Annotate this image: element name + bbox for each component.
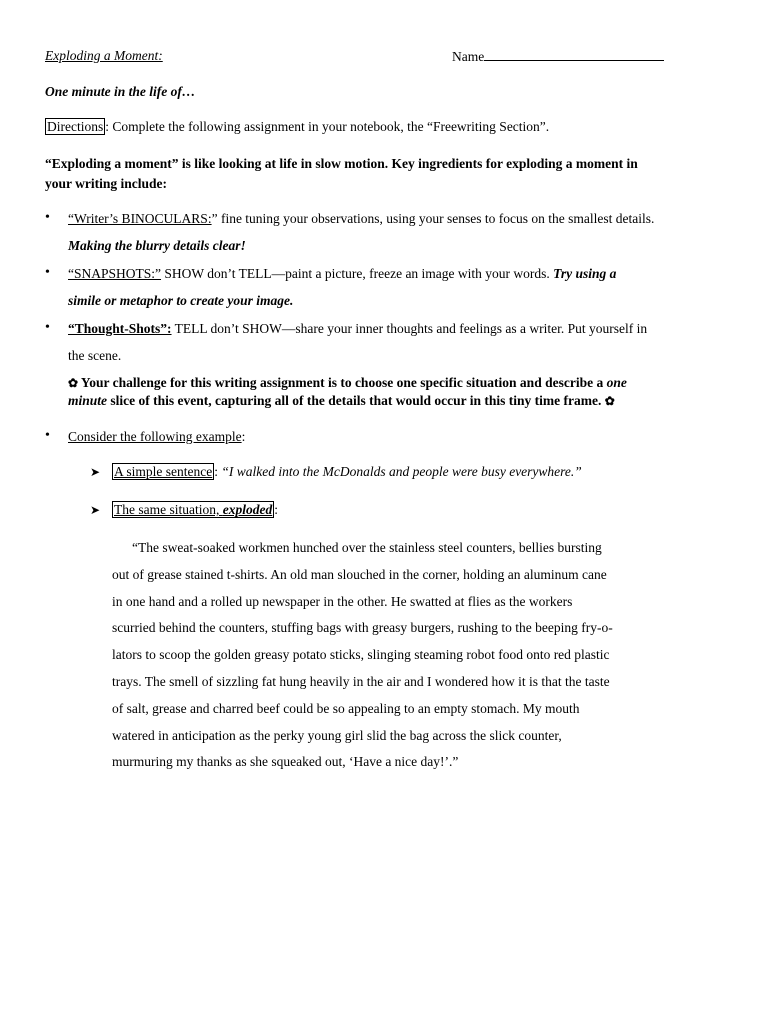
paragraph-line: trays. The smell of sizzling fat hung heavily in the air and I wondered how it is that the taste — [112, 673, 610, 689]
paragraph-line: watered in anticipation as the perky young girl slid the bag across the slick counter, — [112, 727, 562, 743]
subtitle: One minute in the life of… — [45, 84, 196, 99]
bullet-thought-shots — [68, 321, 647, 337]
same-situation-text: The same situation, — [114, 502, 223, 517]
bullet-dot: • — [45, 320, 50, 335]
snapshots-text: SHOW don’t TELL—paint a picture, freeze an image with your words. — [161, 266, 554, 281]
bullet-dot: • — [45, 428, 50, 443]
thought-shots-line-2: the scene. — [68, 348, 122, 363]
challenge-emphasis-2: minute — [68, 393, 108, 408]
arrow-bullet-icon: ➤ — [90, 503, 101, 517]
thought-shots-text: TELL don’t SHOW—share your inner thoughts and feelings as a writer. Put yourself in — [171, 321, 648, 336]
simple-sentence-text: “I walked into the McDonalds and people were busy everywhere.” — [221, 464, 582, 479]
flower-icon: ✿ — [604, 394, 615, 408]
directions-text: : Complete the following assignment in your notebook, the “Freewriting Section”. — [105, 119, 550, 134]
paragraph-line: out of grease stained t-shirts. An old man slouched in the corner, holding an aluminum cane — [112, 566, 607, 582]
flower-icon: ✿ — [68, 376, 79, 390]
challenge-text: Your challenge for this writing assignment is to choose one specific situation and describe a — [78, 375, 607, 390]
name-label: Name — [452, 49, 485, 64]
example-heading — [68, 429, 245, 445]
intro-line-2: your writing include: — [45, 176, 168, 191]
name-field — [452, 48, 664, 65]
simple-sentence-colon: : — [214, 464, 222, 479]
binoculars-line-2: Making the blurry details clear! — [68, 238, 246, 253]
snapshots-line-2: simile or metaphor to create your image. — [68, 293, 294, 308]
arrow-bullet-icon: ➤ — [90, 465, 101, 479]
paragraph-line: scurried behind the counters, stuffing bags with greasy burgers, rushing to the beeping fry-o- — [112, 620, 613, 636]
challenge-text-2: slice of this event, capturing all of the details that would occur in this tiny time frame. — [107, 393, 605, 408]
worksheet-title: Exploding a Moment: — [45, 48, 163, 63]
same-situation-label — [112, 501, 274, 518]
exploded-emphasis: exploded — [222, 502, 273, 517]
bullet-binoculars — [68, 211, 654, 227]
simple-sentence-label: A simple sentence — [114, 464, 213, 479]
example-label: Consider the following example — [68, 429, 242, 444]
challenge-emphasis: one — [606, 375, 627, 390]
exploded-paragraph — [112, 535, 692, 776]
paragraph-line: of salt, grease and charred beef could be so appealing to an empty stomach. My mouth — [112, 700, 580, 716]
example-colon: : — [241, 429, 246, 444]
thought-shots-term: “Thought-Shots”: — [68, 321, 172, 336]
intro-line-1: “Exploding a moment” is like looking at life in slow motion. Key ingredients for exploding a moment in — [45, 156, 638, 171]
binoculars-text: ” fine tuning your observations, using your senses to focus on the smallest details. — [211, 211, 655, 226]
name-blank-line — [484, 48, 664, 61]
binoculars-term: “Writer’s BINOCULARS: — [68, 211, 212, 226]
paragraph-line: murmuring my thanks as she squeaked out, ‘Have a nice day!’.” — [112, 754, 459, 770]
bullet-snapshots — [68, 266, 616, 282]
same-situation-colon: : — [274, 502, 278, 517]
challenge-line-2 — [68, 393, 615, 409]
snapshots-term: “SNAPSHOTS:” — [68, 266, 162, 281]
paragraph-line: in one hand and a rolled up newspaper in the other. He swatted at flies as the workers — [112, 593, 573, 609]
bullet-dot: • — [45, 210, 50, 225]
snapshots-emphasis: Try using a — [553, 266, 617, 281]
directions-label: Directions — [47, 119, 104, 134]
simple-sentence-line — [112, 464, 582, 480]
paragraph-line: lators to scoop the golden greasy potato sticks, slinging steaming robot food onto red plastic — [112, 647, 610, 663]
directions-line — [45, 119, 549, 135]
same-situation-line — [112, 502, 278, 518]
paragraph-line: “The sweat-soaked workmen hunched over the stainless steel counters, bellies bursting — [132, 540, 602, 555]
bullet-dot: • — [45, 265, 50, 280]
challenge-line-1 — [68, 375, 627, 391]
